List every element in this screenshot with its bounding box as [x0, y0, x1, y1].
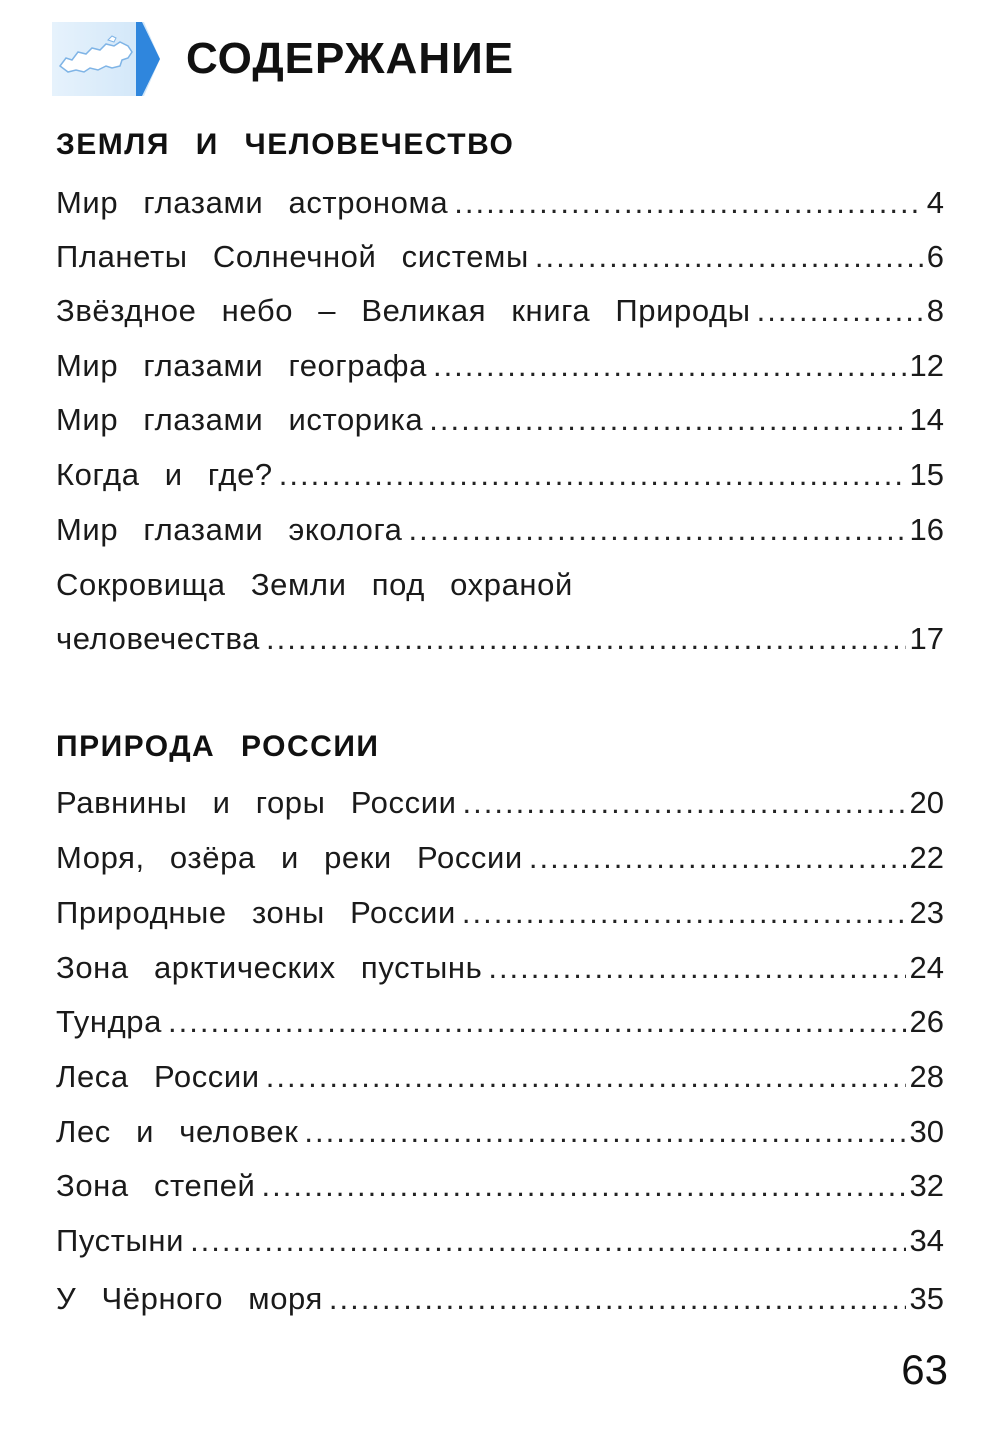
toc-entry-page: 14 — [909, 402, 944, 437]
toc-entry-page: 22 — [909, 840, 944, 875]
dot-leader — [304, 1112, 905, 1152]
toc-entry-page: 35 — [909, 1281, 944, 1316]
toc-entry[interactable] — [56, 455, 944, 495]
page-header — [52, 22, 514, 96]
toc-entry-page: 30 — [909, 1114, 944, 1149]
toc-entry-page: 23 — [909, 895, 944, 930]
toc-entry-title: Природные зоны России — [56, 895, 456, 930]
toc-entry[interactable] — [56, 783, 944, 823]
toc-entry-title: Равнины и горы России — [56, 785, 457, 820]
toc-entry-title: Когда и где? — [56, 457, 273, 492]
toc-entry[interactable] — [56, 346, 944, 386]
toc-entry-title: Леса России — [56, 1059, 260, 1094]
toc-entry-title: Звёздное небо – Великая книга Природы — [56, 293, 751, 328]
dot-leader — [757, 291, 923, 331]
toc-entry-page: 17 — [909, 621, 944, 656]
toc-entry-title: Пустыни — [56, 1223, 185, 1258]
dot-leader — [462, 893, 906, 933]
toc-entry-title: Зона арктических пустынь — [56, 950, 483, 985]
toc-entry[interactable] — [56, 1279, 944, 1319]
dot-leader — [429, 400, 905, 440]
toc-entry-page: 28 — [909, 1059, 944, 1094]
page-number: 63 — [901, 1346, 948, 1393]
dot-leader — [329, 1279, 906, 1319]
toc-entry-title: Тундра — [56, 1004, 162, 1039]
dot-leader — [488, 948, 905, 988]
dot-leader — [454, 183, 923, 223]
dot-leader — [266, 619, 905, 659]
toc-entry-title-line1[interactable]: Сокровища Земли под охраной — [56, 567, 573, 602]
dot-leader — [409, 510, 906, 550]
toc-entry-page: 16 — [909, 512, 944, 547]
toc-entry[interactable] — [56, 237, 944, 277]
toc-entry[interactable] — [56, 510, 944, 550]
toc-entry[interactable] — [56, 1002, 944, 1042]
toc-entry-title: человечества — [56, 621, 261, 656]
toc-entry-page: 26 — [909, 1004, 944, 1039]
dot-leader — [279, 455, 906, 495]
russia-map-icon — [52, 22, 160, 96]
toc-entry[interactable] — [56, 183, 944, 223]
toc-entry-title: Моря, озёра и реки России — [56, 840, 523, 875]
toc-entry-title: Мир глазами астронома — [56, 185, 449, 220]
toc-entry-title: Зона степей — [56, 1168, 256, 1203]
toc-entry-title: У Чёрного моря — [56, 1281, 323, 1316]
toc-entry-title: Мир глазами историка — [56, 402, 424, 437]
dot-leader — [266, 1057, 906, 1097]
toc-entry[interactable] — [56, 291, 944, 331]
toc-entry-title: Лес и человек — [56, 1114, 299, 1149]
toc-entry[interactable] — [56, 400, 944, 440]
dot-leader — [463, 783, 906, 823]
toc-entry[interactable] — [56, 838, 944, 878]
dot-leader — [261, 1166, 905, 1206]
toc-entry[interactable] — [56, 1112, 944, 1152]
toc-entry-title: Мир глазами эколога — [56, 512, 403, 547]
toc-entry[interactable] — [56, 893, 944, 933]
dot-leader — [535, 237, 923, 277]
toc-entry-page: 12 — [909, 348, 944, 383]
toc-entry-page: 32 — [909, 1168, 944, 1203]
toc-entry[interactable] — [56, 619, 944, 659]
toc-entry-page: 15 — [909, 457, 944, 492]
toc-entry[interactable] — [56, 1057, 944, 1097]
toc-entry-page: 8 — [926, 293, 944, 328]
toc-entry-page: 6 — [926, 239, 944, 274]
toc-entry-page: 34 — [909, 1223, 944, 1258]
toc-entry[interactable] — [56, 1166, 944, 1206]
toc-entry-page: 24 — [909, 950, 944, 985]
dot-leader — [433, 346, 906, 386]
toc-entry-page: 20 — [909, 785, 944, 820]
section-title: ЗЕМЛЯ И ЧЕЛОВЕЧЕСТВО — [56, 128, 515, 161]
toc-entry-title: Планеты Солнечной системы — [56, 239, 529, 274]
toc-entry[interactable] — [56, 948, 944, 988]
toc-entry[interactable] — [56, 1221, 944, 1261]
dot-leader — [168, 1002, 906, 1042]
toc-entry-page: 4 — [926, 185, 944, 220]
dot-leader — [190, 1221, 905, 1261]
page-title: СОДЕРЖАНИЕ — [186, 34, 515, 83]
toc-entry-title: Мир глазами географа — [56, 348, 427, 383]
section-title: ПРИРОДА РОССИИ — [56, 730, 380, 763]
dot-leader — [529, 838, 906, 878]
